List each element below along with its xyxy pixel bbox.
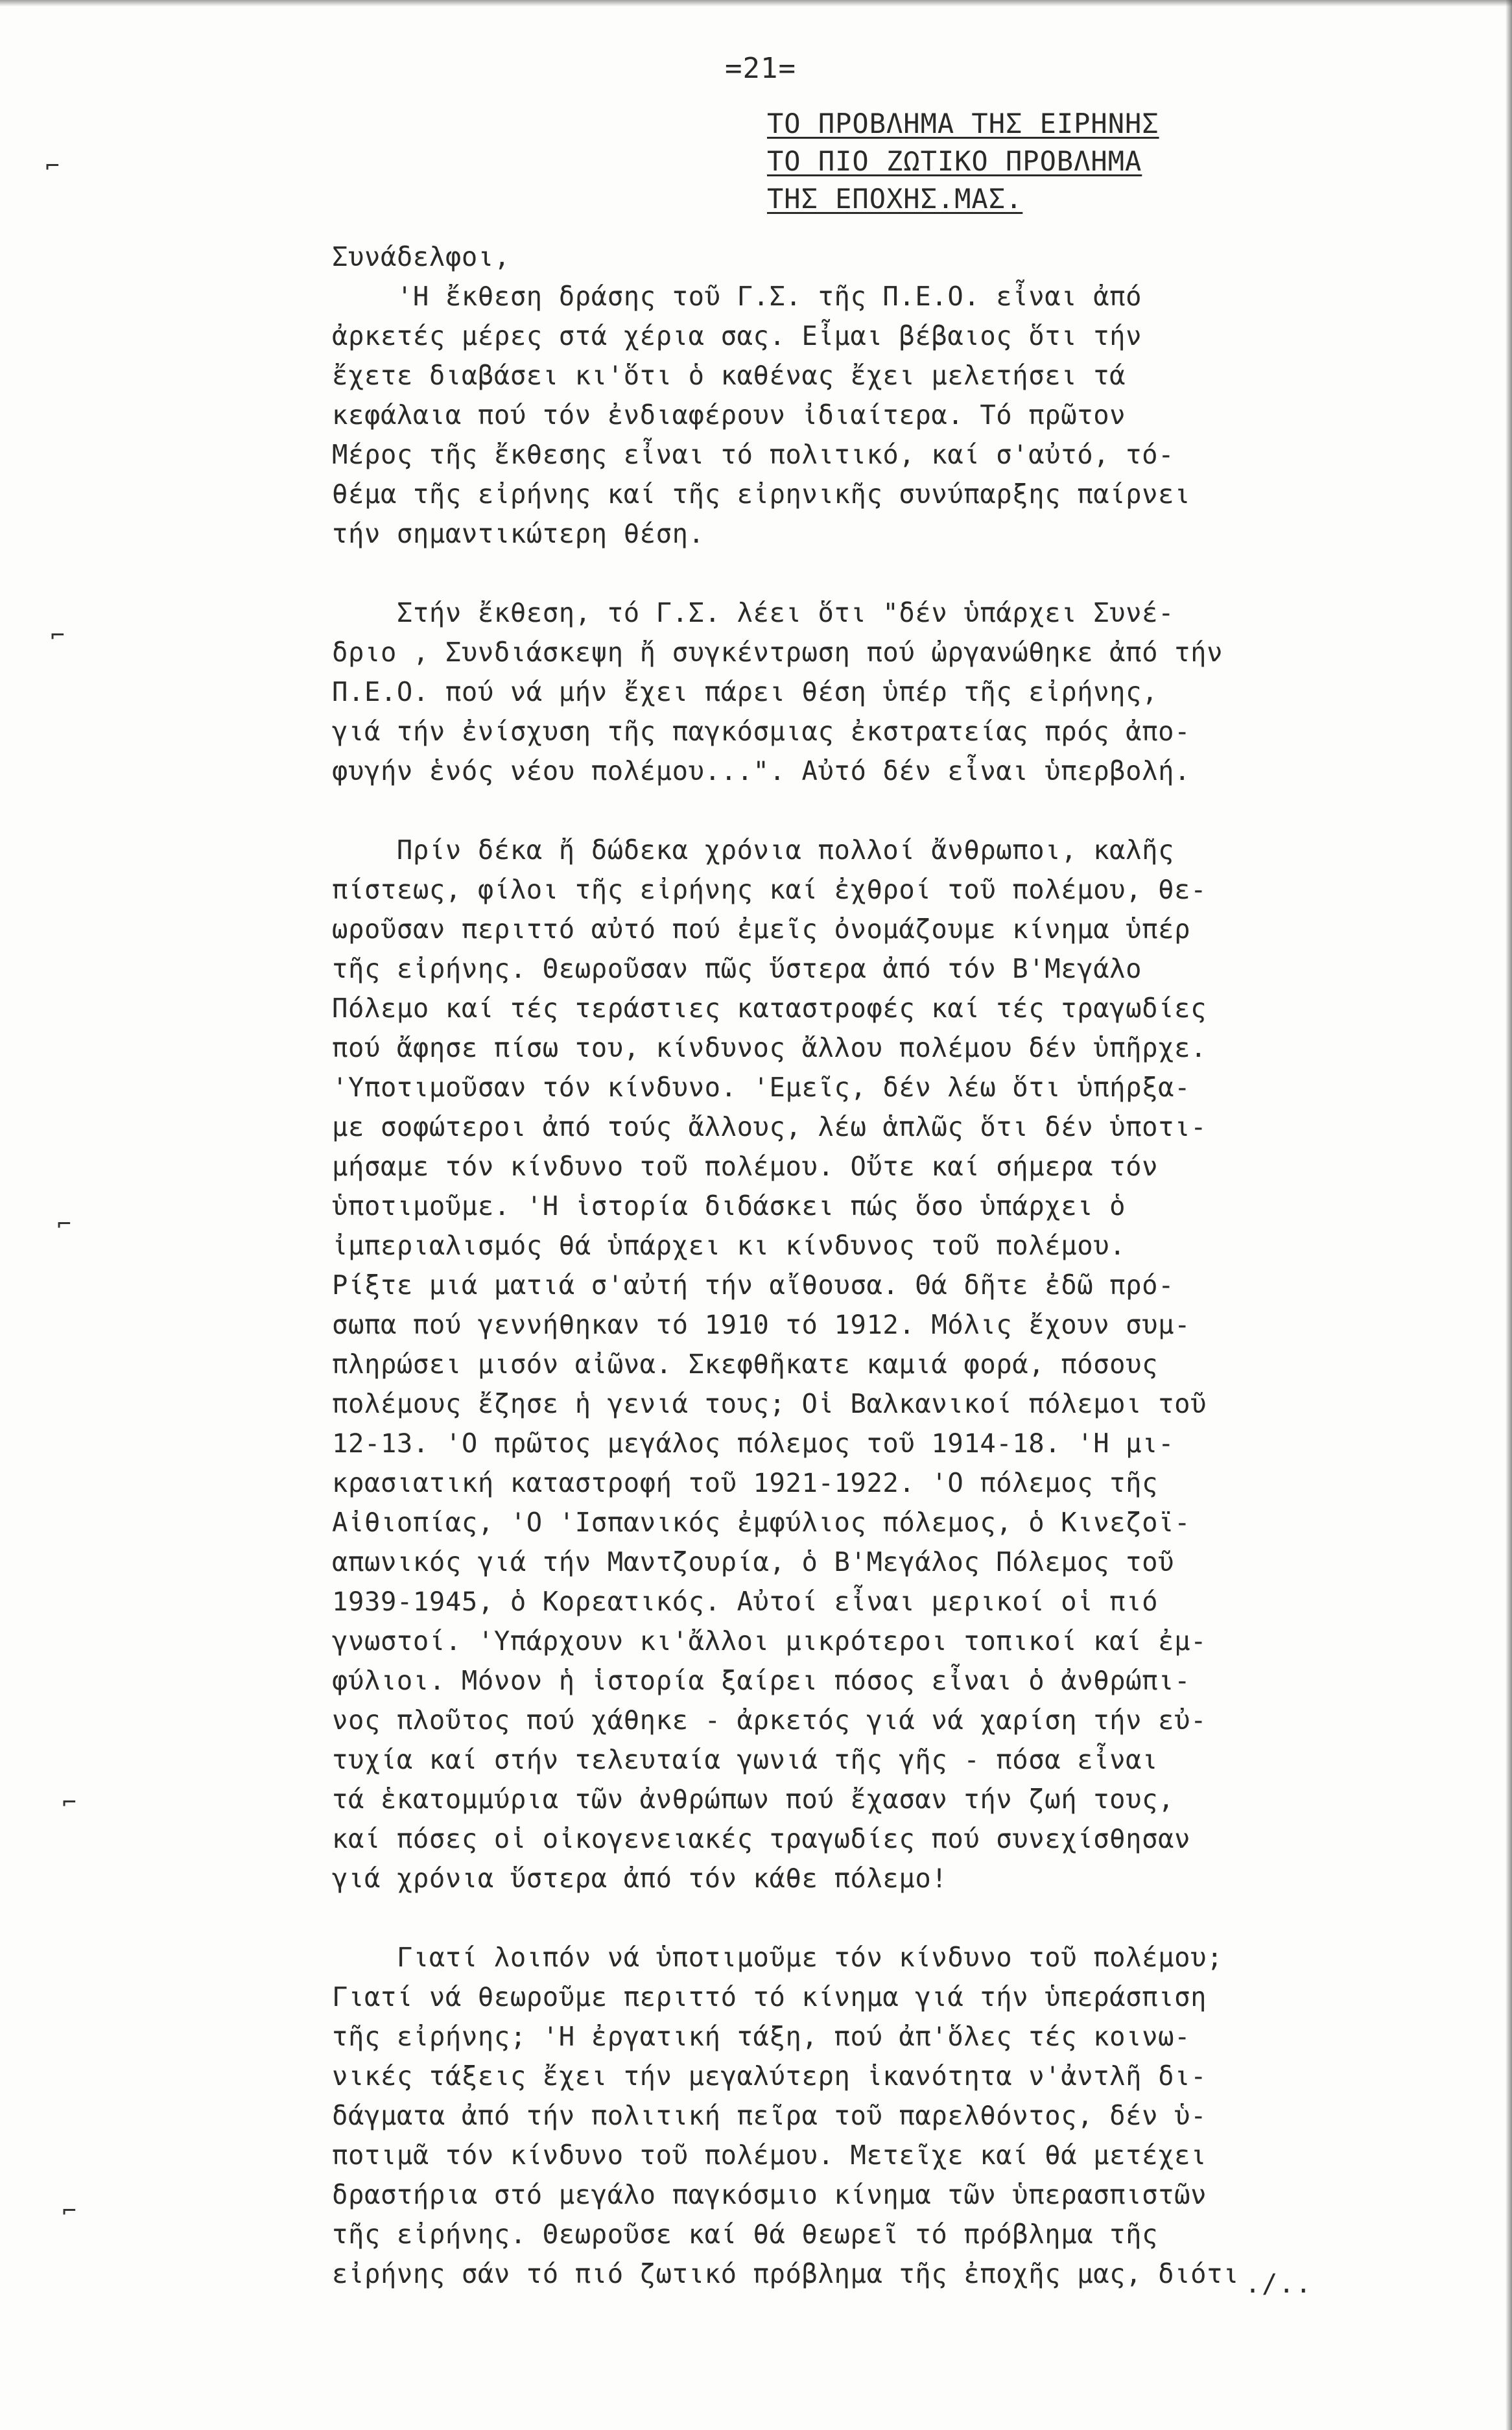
margin-mark: ⌐ [62,1789,77,1816]
salutation: Συνάδελφοι, [332,241,510,272]
paragraph: Στήν ἔκθεση, τό Γ.Σ. λέει ὅτι "δέν ὑπάρχει Συνέ- δριο , Συνδιάσκεψη ἤ συγκέντρωση πού ὠργανώθηκε ἀπό τήν Π.Ε.Ο. πού νά μήν ἔχει πάρει θέση ὑπέρ τῆς εἰρήνης, γιά τήν ἐνίσχυση τῆς παγκόσμιας ἐκστρατείας πρός ἀπο- φυγήν ἑνός νέου πολέμου...". Αὐτό δέν εἶναι ὑπερβολή. [332,597,1223,786]
page-number: =21= [725,52,796,85]
title-line: ΤΟ ΠΡΟΒΛΗΜΑ ΤΗΣ ΕΙΡΗΝΗΣ [767,108,1159,139]
title-line: ΤΗΣ ΕΠΟΧΗΣ.ΜΑΣ. [767,183,1023,215]
body-text [332,237,1428,2333]
continuation-mark: ./.. [1245,2269,1313,2299]
document-title [767,105,1159,218]
paragraph: 'Η ἔκθεση δράσης τοῦ Γ.Σ. τῆς Π.Ε.Ο. εἶναι ἀπό ἀρκετές μέρες στά χέρια σας. Εἶμαι βέβαιος ὅτι τήν ἔχετε διαβάσει κι'ὅτι ὁ καθένας ἔχει μελετήσει τά κεφάλαια πού τόν ἐνδιαφέρουν ἰδιαίτερα. Τό πρῶτον Μέρος τῆς ἔκθεσης εἶναι τό πολιτικό, καί σ'αὐτό, τό- θέμα τῆς εἰρήνης καί τῆς εἰρηνικῆς συνύπαρξης παίρνει τήν σημαντικώτερη θέση. [332,281,1191,549]
margin-mark: ⌐ [57,1211,71,1238]
scan-edge-top [0,0,1512,6]
margin-mark: ⌐ [45,153,60,180]
paragraph: Γιατί λοιπόν νά ὑποτιμοῦμε τόν κίνδυνο τοῦ πολέμου; Γιατί νά θεωροῦμε περιττό τό κίνημα γιά τήν ὑπεράσπιση τῆς εἰρήνης; 'Η ἐργατική τάξη, πού ἀπ'ὅλες τές κοινω- νικές τάξεις ἔχει τήν μεγαλύτερη ἱκανότητα ν'ἀντλῆ δι- δάγματα ἀπό τήν πολιτική πεῖρα τοῦ παρελθόντος, δέν ὑ- ποτιμᾶ τόν κίνδυνο τοῦ πολέμου. Μετεῖχε καί θά μετέχει δραστήρια στό μεγάλο παγκόσμιο κίνημα τῶν ὑπερασπιστῶν τῆς εἰρήνης. Θεωροῦσε καί θά θεωρεῖ τό πρόβλημα τῆς εἰρήνης σάν τό πιό ζωτικό πρόβλημα τῆς ἐποχῆς μας, διότι [332,1942,1240,2289]
paragraph: Πρίν δέκα ἤ δώδεκα χρόνια πολλοί ἄνθρωποι, καλῆς πίστεως, φίλοι τῆς εἰρήνης καί ἐχθροί τοῦ πολέμου, θε- ωροῦσαν περιττό αὐτό πού ἐμεῖς ὀνομάζουμε κίνημα ὑπέρ τῆς εἰρήνης. Θεωροῦσαν πῶς ὕστερα ἀπό τόν Β'Μεγάλο Πόλεμο καί τές τεράστιες καταστροφές καί τές τραγωδίες πού ἄφησε πίσω του, κίνδυνος ἄλλου πολέμου δέν ὑπῆρχε. 'Υποτιμοῦσαν τόν κίνδυνο. 'Εμεῖς, δέν λέω ὅτι ὑπήρξα- με σοφώτεροι ἀπό τούς ἄλλους, λέω ἁπλῶς ὅτι δέν ὑποτι- μήσαμε τόν κίνδυνο τοῦ πολέμου. Οὔτε καί σήμερα τόν ὑποτιμοῦμε. 'Η ἱστορία διδάσκει πώς ὅσο ὑπάρχει ὁ ἰμπεριαλισμός θά ὑπάρχει κι κίνδυνος τοῦ πολέμου. Ρίξτε μιά ματιά σ'αὐτή τήν αἴθουσα. Θά δῆτε ἐδῶ πρό- σωπα πού γεννήθηκαν τό 1910 τό 1912. Μόλις ἔχουν συμ- πληρώσει μισόν αἰῶνα. Σκεφθῆκατε καμιά φορά, πόσους πολέμους ἔζησε ἡ γενιά τους; Οἱ Βαλκανικοί πόλεμοι τοῦ 12-13. 'Ο πρῶτος μεγάλος πόλεμος τοῦ 1914-18. 'Η μι- κρασιατική καταστροφή τοῦ 1921-1922. 'Ο πόλεμος τῆς Αἰθιοπίας, 'Ο 'Ισπανικός ἐμφύλιος πόλεμος, ὁ Κινεζοϊ- απωνικός γιά τήν Μαντζουρία, ὁ Β'Μεγάλος Πόλεμος τοῦ 1939-1945, ὁ Κορεατικός. Αὐτοί εἶναι μερικοί οἱ πιό γνωστοί. 'Υπάρχουν κι'ἄλλοι μικρότεροι τοπικοί καί ἐμ- φύλιοι. Μόνον ἡ ἱστορία ξαίρει πόσος εἶναι ὁ ἀνθρώπι- νος πλοῦτος πού χάθηκε - ἀρκετός γιά νά χαρίση τήν εὐ- τυχία καί στήν τελευταία γωνιά τῆς γῆς - πόσα εἶναι τά ἑκατομμύρια τῶν ἀνθρώπων πού ἔχασαν τήν ζωή τους, καί πόσες οἱ οἰκογενειακές τραγωδίες πού συνεχίσθησαν γιά χρόνια ὕστερα ἀπό τόν κάθε πόλεμο! [332,834,1207,1894]
title-line: ΤΟ ΠΙΟ ΖΩΤΙΚΟ ΠΡΟΒΛΗΜΑ [767,145,1142,177]
margin-mark: ⌐ [62,2198,77,2224]
scan-edge-right [1506,0,1512,2430]
margin-mark: ⌐ [51,622,65,649]
